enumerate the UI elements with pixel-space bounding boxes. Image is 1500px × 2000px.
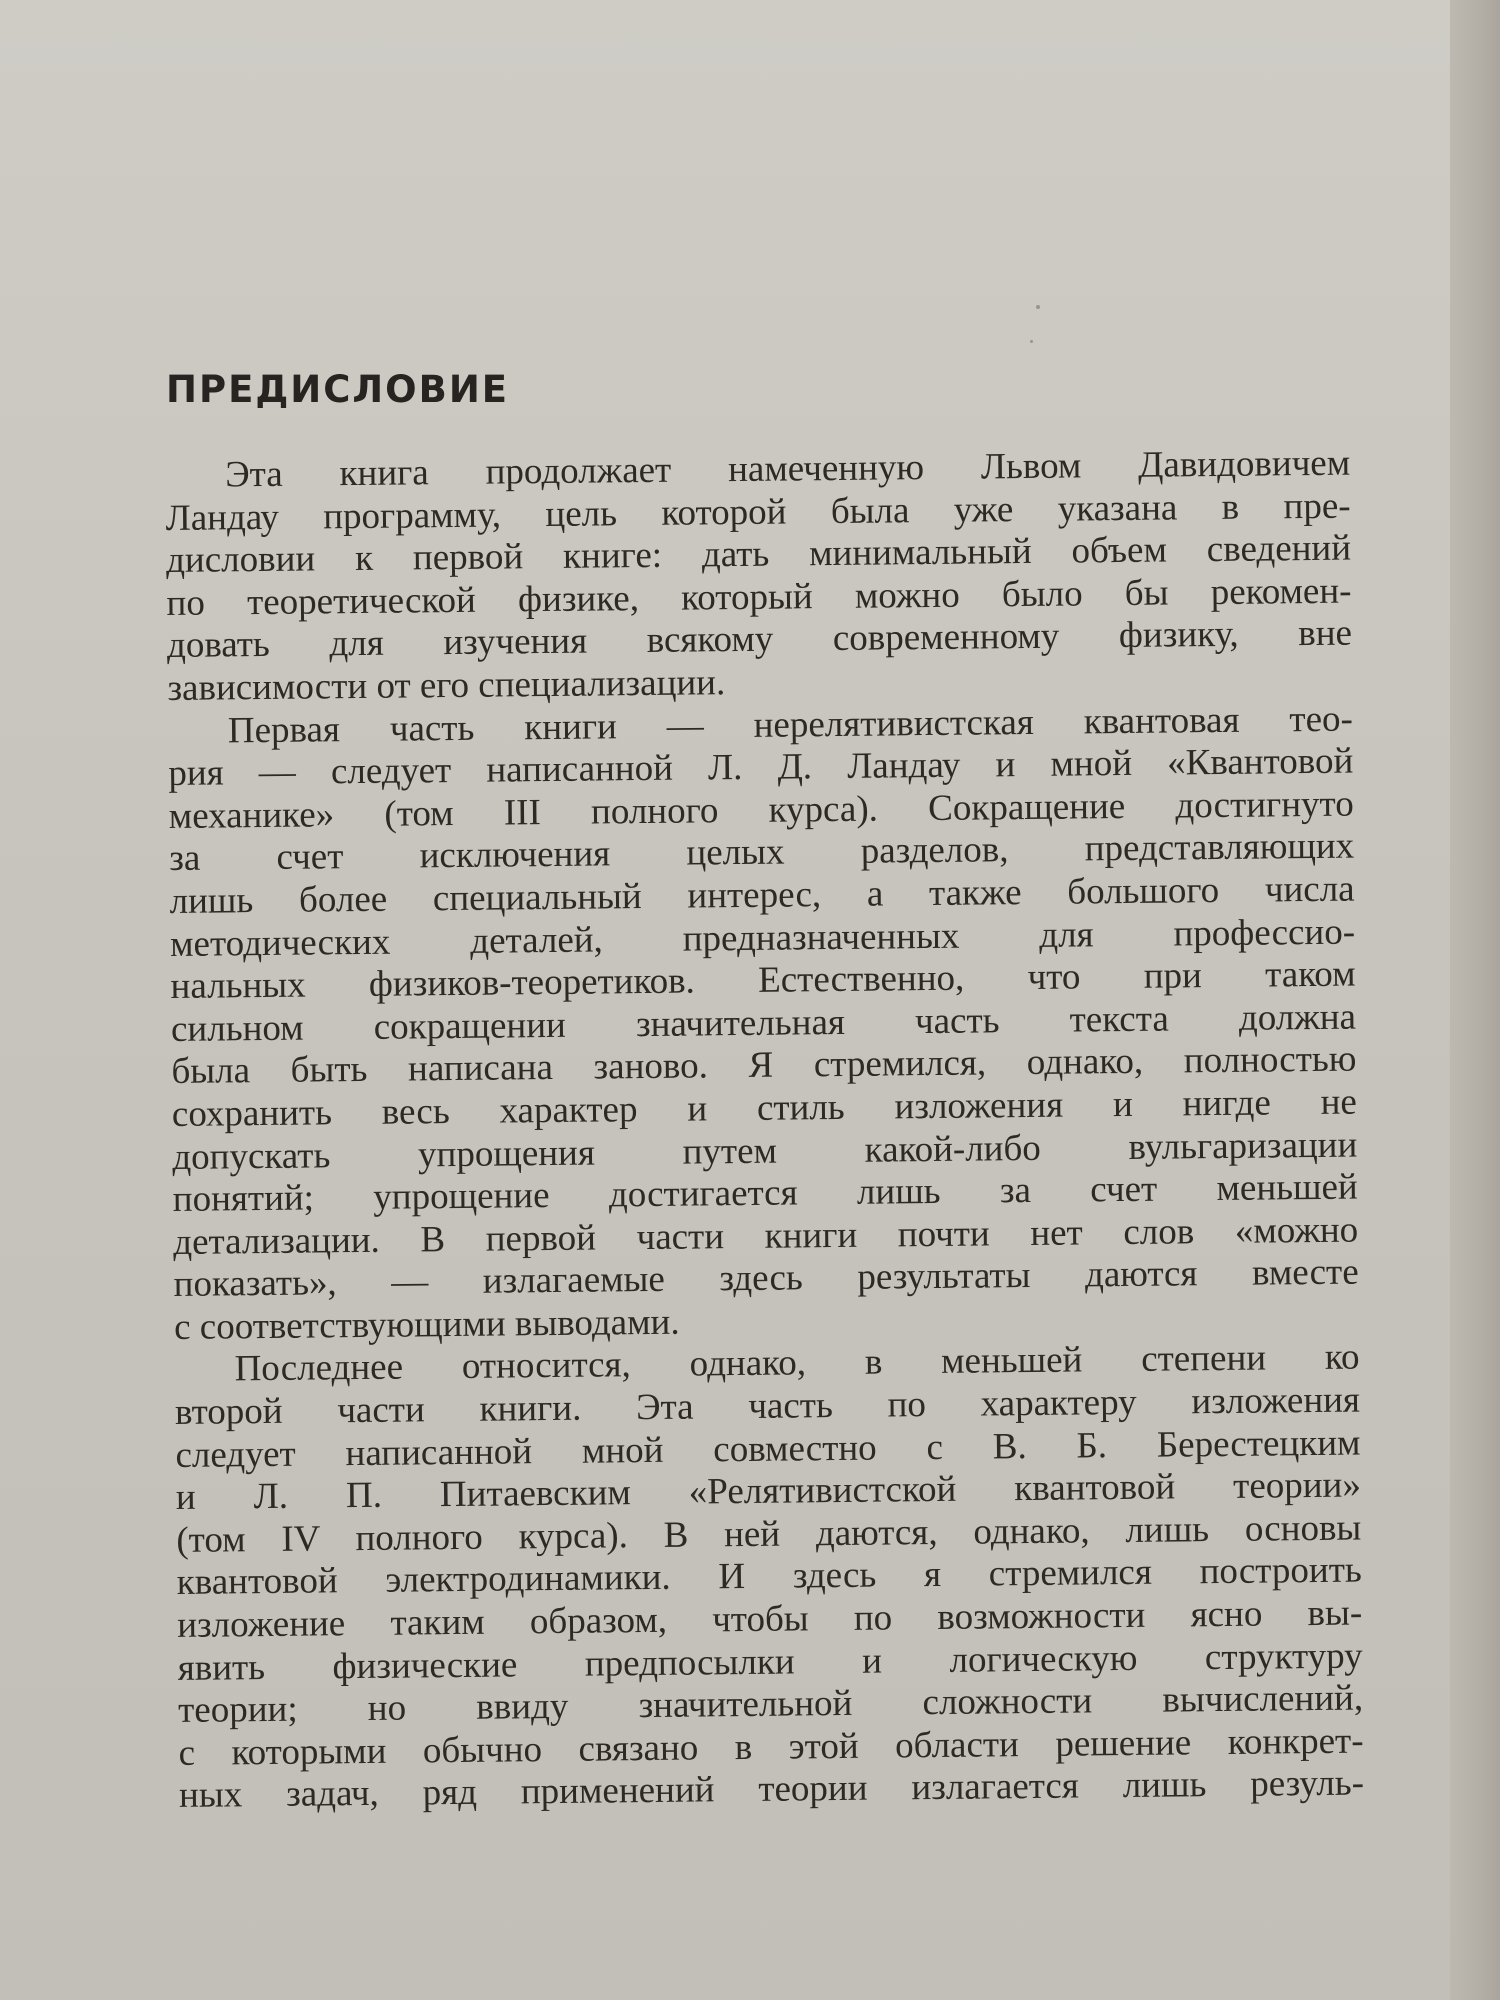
text-line: Эта книга продолжает намеченную Львом Давидовичем	[224, 442, 1351, 496]
text-line: теории; но ввиду значительной сложности вычислений,	[177, 1677, 1364, 1732]
text-line: механике» (том III полного курса). Сокращение достигнуто	[168, 783, 1354, 837]
text-line: была быть написана заново. Я стремился, однако, полностью	[171, 1038, 1357, 1093]
text-line: рия — следует написанной Л. Д. Ландау и мной «Квантовой	[168, 740, 1354, 795]
book-spine-shadow	[1450, 0, 1500, 2000]
text-line: квантовой электродинамики. И здесь я стремился построить	[176, 1549, 1362, 1604]
text-line: сохранить весь характер и стиль изложения и нигде не	[171, 1081, 1358, 1135]
text-line: довать для изучения всякому современному физику, вне	[166, 612, 1353, 667]
text-line: по теоретической физике, который можно было бы рекомен-	[166, 570, 1352, 624]
text-line: нальных физиков-теоретиков. Естественно, что при таком	[170, 953, 1356, 1008]
text-line: изложение таким образом, чтобы по возможности ясно вы-	[177, 1592, 1363, 1646]
text-line: (том IV полного курса). В ней даются, однако, лишь основы	[176, 1507, 1362, 1561]
preface-text	[165, 443, 1364, 1818]
text-line: зависимости от его специализации.	[167, 662, 726, 709]
text-line: второй части книги. Эта часть по характеру изложения	[174, 1379, 1361, 1434]
text-line: с соответствующими выводами.	[173, 1301, 680, 1348]
text-line: методических деталей, предназначенных для профессио-	[169, 911, 1356, 965]
text-line: явить физические предпосылки и логическую структуру	[177, 1635, 1363, 1689]
text-line: показать», — излагаемые здесь результаты даются вместе	[173, 1251, 1359, 1306]
text-line: Последнее относится, однако, в меньшей степени ко	[234, 1337, 1360, 1390]
page-title: ПРЕДИСЛОВИЕ	[166, 368, 510, 411]
text-line: понятий; упрощение достигается лишь за счет меньшей	[172, 1166, 1358, 1221]
text-line: сильном сокращении значительная часть текста должна	[170, 996, 1357, 1050]
text-line: дисловии к первой книге: дать минимальный объем сведений	[165, 527, 1352, 582]
text-line: детализации. В первой части книги почти нет слов «можно	[173, 1209, 1359, 1263]
text-line: и Л. П. Питаевским «Релятивистской квантовой теории»	[175, 1464, 1362, 1519]
text-line: следует написанной мной совместно с В. Б. Берестецким	[175, 1422, 1361, 1476]
text-line: Первая часть книги — нерелятивистская квантовая тео-	[227, 698, 1354, 751]
text-line: допускать упрощения путем какой-либо вульгаризации	[172, 1124, 1358, 1178]
text-line: за счет исключения целых разделов, представляющих	[169, 825, 1355, 880]
text-line: лишь более специальный интерес, а также большого числа	[169, 868, 1355, 922]
text-line: ных задач, ряд применений теории излагается лишь резуль-	[178, 1762, 1365, 1817]
print-speck	[1030, 340, 1033, 343]
text-line: Ландау программу, цель которой была уже указана в пре-	[165, 485, 1351, 539]
text-line: с которыми обычно связано в этой области решение конкрет-	[178, 1720, 1364, 1774]
print-speck	[1036, 305, 1040, 309]
